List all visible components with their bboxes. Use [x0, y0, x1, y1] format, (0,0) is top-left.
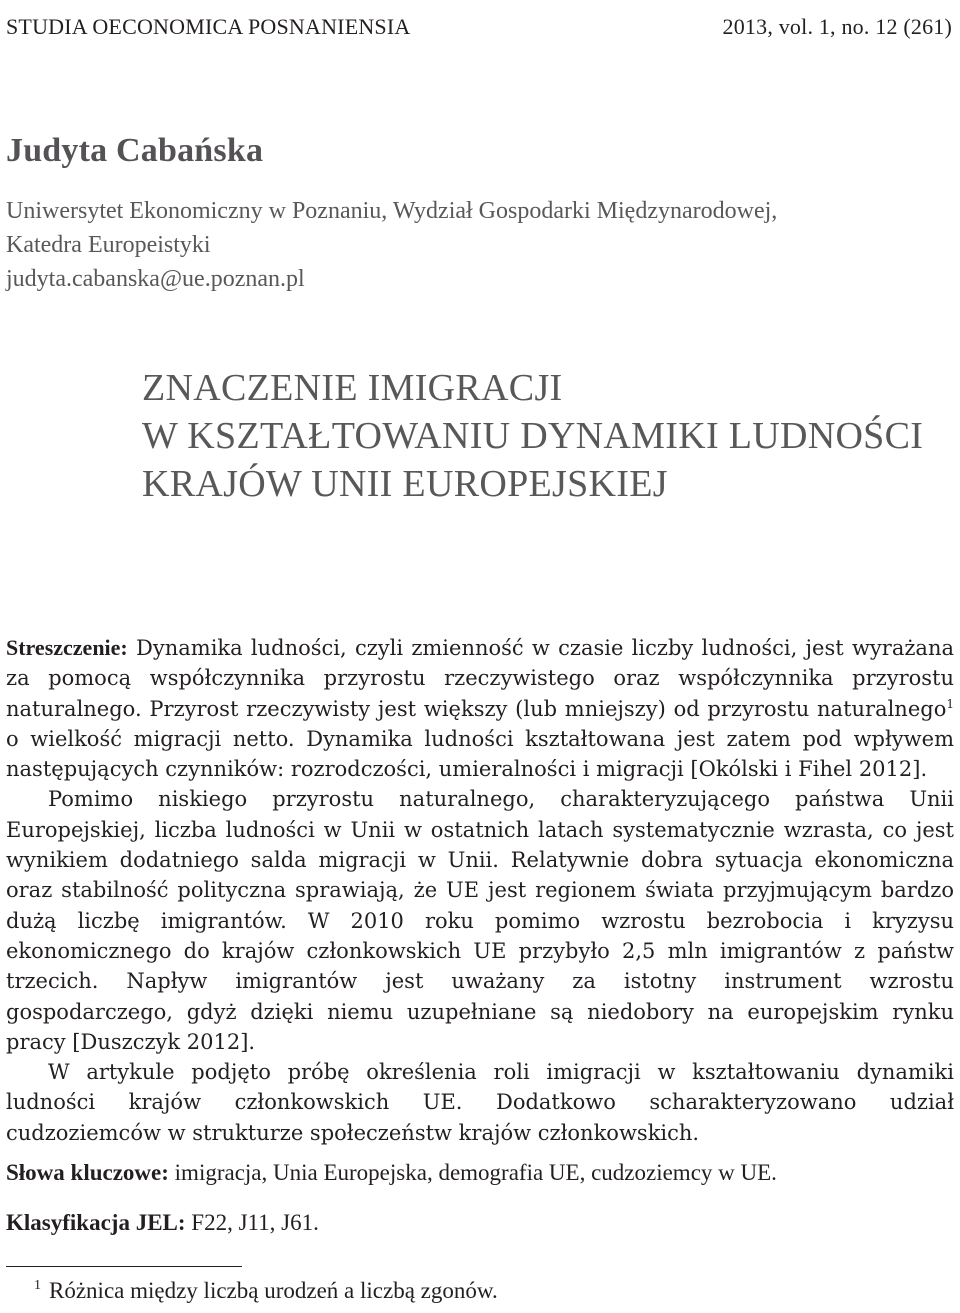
affiliation-line: Uniwersytet Ekonomiczny w Poznaniu, Wydział Gospodarki Międzynarodowej,: [6, 198, 778, 224]
footnote-divider: [6, 1266, 242, 1267]
abstract-label: Streszczenie:: [6, 635, 128, 660]
journal-name: STUDIA OECONOMICA POSNANIENSIA: [6, 14, 411, 39]
jel-classification: [6, 1210, 319, 1236]
abstract-paragraph: W artykule podjęto próbę określenia roli imigracji w kształtowaniu dynamiki ludności krajów członkowskich UE. Dodatkowo scharakteryzowano udział cudzoziemców w strukturze społeczeństw krajów członkowskich.: [6, 1060, 954, 1145]
affiliation-line: Katedra Europeistyki: [6, 232, 211, 258]
abstract-text: Dynamika ludności, czyli zmienność w czasie liczby ludności, jest wyrażana za pomocą współczynnika przyrostu rzeczywistego oraz współczynnika przyrostu naturalnego. Przyrost rzeczywisty jest większy (lub mniejszy) od przyrostu naturalnego: [6, 636, 954, 721]
footnote-number: 1: [34, 1278, 41, 1294]
keywords-value: imigracja, Unia Europejska, demografia UE, cudzoziemcy w UE.: [168, 1160, 777, 1185]
keywords-label: Słowa kluczowe:: [6, 1160, 169, 1185]
author-affiliation: [6, 194, 954, 296]
running-header: [6, 14, 952, 40]
abstract-paragraph: [6, 633, 954, 784]
author-name: Judyta Cabańska: [6, 132, 264, 169]
abstract: [6, 633, 954, 1148]
title-line: W KSZTAŁTOWANIU DYNAMIKI LUDNOŚCI: [142, 415, 924, 457]
abstract-text: o wielkość migracji netto. Dynamika ludności kształtowana jest zatem pod wpływem następujących czynników: rozrodczości, umieralności i migracji [Okólski i Fihel 2012].: [6, 726, 954, 782]
article-title: [142, 364, 923, 508]
footnote: [34, 1278, 498, 1304]
title-line: ZNACZENIE IMIGRACJI: [142, 367, 563, 409]
footnote-reference: 1: [946, 696, 954, 711]
footnote-text: Różnica między liczbą urodzeń a liczbą zgonów.: [49, 1278, 498, 1303]
keywords: [6, 1160, 777, 1186]
jel-label: Klasyfikacja JEL:: [6, 1210, 186, 1235]
author-email: judyta.cabanska@ue.poznan.pl: [6, 266, 305, 292]
title-line: KRAJÓW UNII EUROPEJSKIEJ: [142, 463, 668, 505]
issue-info: 2013, vol. 1, no. 12 (261): [722, 14, 952, 39]
abstract-paragraph: Pomimo niskiego przyrostu naturalnego, charakteryzującego państwa Unii Europejskiej, liczba ludności w Unii w ostatnich latach systematycznie wzrasta, co jest wynikiem dodatniego salda migracji w Unii. Relatywnie dobra sytuacja ekonomiczna oraz stabilność polityczna sprawiają, że UE jest regionem świata przyjmującym bardzo dużą liczbę imigrantów. W 2010 roku pomimo wzrostu bezrobocia i kryzysu ekonomicznego do krajów członkowskich UE przybyło 2,5 mln imigrantów z państw trzecich. Napływ imigrantów jest uważany za istotny instrument wzrostu gospodarczego, gdyż dzięki niemu uzupełniane są niedobory na europejskim rynku pracy [Duszczyk 2012].: [6, 787, 954, 1054]
jel-value: F22, J11, J61.: [185, 1210, 319, 1235]
